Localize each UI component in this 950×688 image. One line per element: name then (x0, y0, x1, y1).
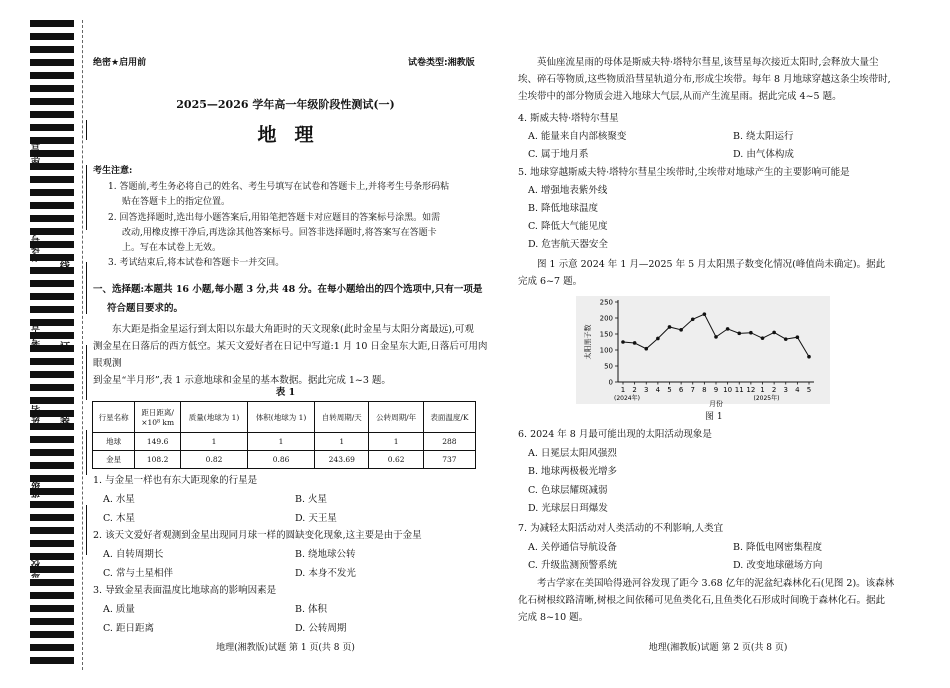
data-point (772, 331, 776, 335)
x-tick-label: 11 (734, 386, 744, 394)
option-c[interactable]: C. 色球层耀斑减弱 (528, 484, 608, 496)
question-stem: 5. 地球穿越斯威夫特·塔特尔彗星尘埃带时,尘埃带对地球产生的主要影响可能是 (518, 167, 850, 178)
passage-4 (518, 575, 918, 626)
option-b[interactable]: B. 绕太阳运行 (733, 131, 794, 142)
year-label-2025: (2025年) (753, 395, 780, 402)
question-5 (518, 164, 918, 254)
y-tick-label: 150 (599, 330, 613, 339)
question-stem: 3. 导致金星表面温度比地球高的影响因素是 (93, 585, 277, 596)
data-point (749, 331, 753, 335)
y-tick-label: 200 (599, 314, 613, 323)
option-b[interactable]: B. 火星 (295, 494, 328, 505)
option-a[interactable]: A. 水星 (103, 494, 135, 505)
passage-line: 英仙座流星雨的母体是斯威夫特·塔特尔彗星,该彗星每次接近太阳时,会释放大量尘 (537, 57, 879, 68)
school-line (86, 505, 87, 555)
notes-list (108, 180, 488, 272)
option-b[interactable]: B. 降低地球温度 (528, 203, 599, 214)
data-point (726, 327, 730, 331)
option-b[interactable]: B. 降低电网密集程度 (733, 541, 823, 553)
data-point (737, 332, 741, 336)
data-point (633, 341, 637, 345)
data-point (714, 335, 718, 339)
passage-line: 完成 8~10 题。 (518, 612, 589, 623)
table-header: 表面温度/K (423, 402, 475, 433)
option-c[interactable]: C. 木星 (103, 513, 135, 524)
option-c[interactable]: C. 属于地月系 (528, 149, 589, 160)
notes-heading: 考生注意: (93, 166, 133, 176)
option-d[interactable]: D. 本身不发光 (295, 568, 356, 579)
option-b[interactable]: B. 地球两极极光增多 (528, 466, 618, 477)
option-c[interactable]: C. 距日距离 (103, 623, 154, 634)
question-stem: 1. 与金星一样也有东大距现象的行星是 (93, 475, 258, 486)
option-d[interactable]: D. 天王星 (295, 513, 337, 524)
passage-line: 尘埃带中的部分物质会进入地球大气层,从而产生流星雨。据此完成 4~5 题。 (518, 91, 842, 102)
x-tick-label: 8 (702, 386, 707, 394)
data-point (644, 347, 648, 351)
x-axis-label: 月份 (709, 400, 723, 408)
binding-mark-order: 订 (60, 342, 70, 353)
option-c[interactable]: C. 降低大气能见度 (528, 221, 608, 232)
question-7 (518, 520, 918, 576)
x-tick-label: 3 (783, 386, 788, 394)
question-4 (518, 110, 918, 164)
binding-dashed-line (82, 20, 83, 670)
data-point (621, 340, 625, 344)
table-header: 体积(地球为 1) (248, 402, 315, 433)
question-stem: 4. 斯威夫特·塔特尔彗星 (518, 113, 619, 124)
confidential-mark: 绝密★启用前 (93, 58, 147, 68)
exam-title: 2025—2026 学年高一年级阶段性测试(一) (176, 98, 395, 111)
data-point (691, 317, 695, 321)
seat-number-line (86, 120, 87, 140)
option-a[interactable]: A. 日冕层太阳风强烈 (528, 447, 617, 459)
passage-line: 考古学家在美国哈得逊河谷发现了距今 3.68 亿年的泥盆纪森林化石(见图 2)。该森林 (537, 578, 895, 589)
option-c[interactable]: C. 常与土星相伴 (103, 568, 173, 579)
section-heading: 一、选择题:本题共 16 小题,每小题 3 分,共 48 分。在每小题给出的四个选项中,只有一项是 (93, 284, 483, 295)
table-row: 金星 108.2 0.82 0.86 243.69 0.62 737 (93, 451, 476, 469)
x-tick-label: 5 (806, 386, 812, 394)
option-b[interactable]: B. 绕地球公转 (295, 549, 356, 560)
passage-line: 埃、碎石等物质,这些物质沿彗星轨道分布,形成尘埃带。每年 8 月地球穿越这条尘埃带时, (518, 74, 891, 85)
option-a[interactable]: A. 自转周期长 (103, 549, 164, 560)
binding-mark-bind: 装 (60, 415, 70, 426)
sunspot-chart (576, 296, 830, 408)
note-line: 1. 答题前,考生务必将自己的姓名、考生号填写在试卷和答题卡上,并将考生号条形码粘 (108, 182, 450, 192)
x-tick-label: 2 (771, 386, 777, 394)
passage-line: 化石树根纹路清晰,树根之间依稀可见鱼类化石,且鱼类化石形成时间晚于森林化石。据此 (518, 595, 886, 606)
passage-1 (93, 321, 493, 389)
page-footer-1: 地理(湘教版)试题 第 1 页(共 8 页) (216, 643, 355, 653)
x-tick-label: 4 (795, 386, 800, 394)
x-tick-label: 3 (644, 386, 649, 394)
chart-caption: 图 1 (705, 412, 723, 422)
x-tick-label: 4 (655, 386, 661, 394)
x-tick-label: 5 (667, 386, 672, 394)
passage-line: 完成 6~7 题。 (518, 276, 583, 287)
passage-line: 到金星“半月形”,表 1 示意地球和金星的基本数据。据此完成 1~3 题。 (93, 375, 391, 386)
data-point (796, 335, 800, 339)
x-tick-label: 7 (690, 386, 695, 394)
option-d[interactable]: D. 光球层日珥爆发 (528, 503, 608, 514)
planet-data-table (92, 401, 476, 469)
y-axis-label: 太阳黑子数 (584, 324, 592, 360)
name-label: 姓名 (32, 405, 42, 423)
y-tick-label: 0 (608, 378, 613, 387)
note-line: 2. 回答选择题时,选出每小题答案后,用铅笔把答题卡对应题目的答案标号涂黑。如需 (108, 212, 441, 223)
x-tick-label: 9 (713, 386, 719, 394)
table-header: 公转周期/年 (369, 402, 423, 433)
option-a[interactable]: A. 关停通信导航设备 (528, 541, 617, 553)
page-footer-2: 地理(湘教版)试题 第 2 页(共 8 页) (648, 643, 788, 653)
passage-2 (518, 54, 918, 105)
option-d[interactable]: D. 改变地球磁场方向 (733, 560, 823, 571)
section-heading-cont: 符合题目要求的。 (107, 303, 184, 314)
table-header: 质量(地球为 1) (181, 402, 248, 433)
option-a[interactable]: A. 增强地表紫外线 (528, 185, 608, 196)
table-row: 地球 149.6 1 1 1 1 288 (93, 433, 476, 451)
x-tick-label: 1 (760, 386, 765, 394)
passage-line: 图 1 示意 2024 年 1 月—2025 年 5 月太阳黑子数变化情况(峰值尚未确定)。据此 (537, 259, 886, 270)
candidate-number-label: 考生号 (32, 320, 42, 347)
school-label: 学校 (32, 560, 42, 578)
y-tick-label: 50 (604, 362, 613, 371)
data-point (679, 328, 683, 332)
seat-number-label: 座位号 (32, 140, 42, 167)
paper-type: 试卷类型:湘教版 (408, 58, 475, 68)
data-point (656, 337, 660, 341)
y-tick-label: 100 (599, 346, 613, 355)
x-tick-label: 10 (723, 386, 733, 394)
x-tick-label: 2 (632, 386, 637, 394)
option-d[interactable]: D. 公转周期 (295, 623, 347, 634)
x-tick-label: 1 (620, 386, 626, 394)
candidate-number-line (86, 262, 87, 314)
question-3 (93, 581, 493, 638)
class-label: 班级 (32, 480, 42, 498)
option-b[interactable]: B. 体积 (295, 604, 328, 615)
x-tick-label: 12 (746, 386, 756, 394)
question-6 (518, 426, 918, 519)
question-stem: 7. 为减轻太阳活动对人类活动的不利影响,人类宜 (518, 523, 724, 534)
option-a[interactable]: A. 质量 (103, 604, 135, 615)
option-a[interactable]: A. 能量来自内部核聚变 (528, 131, 627, 142)
table-header: 自转周期/天 (315, 402, 369, 433)
data-point (668, 325, 672, 329)
y-tick-label: 250 (599, 298, 613, 307)
table-header: 距日距离/ ×10⁸ km (135, 402, 181, 433)
question-stem: 6. 2024 年 8 月最可能出现的太阳活动现象是 (518, 429, 712, 440)
note-line: 改动,用橡皮擦干净后,再选涂其他答案标号。回答非选择题时,将答案写在答题卡 (122, 227, 437, 238)
note-line: 上。写在本试卷上无效。 (122, 243, 222, 254)
note-line: 3. 考试结束后,将本试卷和答题卡一并交回。 (108, 258, 285, 269)
subject-title: 地理 (257, 124, 332, 146)
name-line (86, 345, 87, 400)
table-header: 行星名称 (93, 402, 135, 433)
data-point (807, 355, 811, 359)
option-d[interactable]: D. 由气体构成 (733, 149, 794, 160)
option-d[interactable]: D. 危害航天器安全 (528, 239, 608, 250)
class-line (86, 430, 87, 475)
question-2 (93, 526, 493, 583)
note-line: 贴在答题卡上的指定位置。 (122, 197, 231, 208)
x-tick-label: 6 (678, 386, 684, 394)
passage-3 (518, 256, 918, 290)
exam-room-label: 考场号 (32, 235, 42, 262)
option-c[interactable]: C. 升级监测预警系统 (528, 560, 617, 571)
table-caption: 表 1 (275, 387, 296, 398)
data-point (703, 312, 707, 316)
question-stem: 2. 该天文爱好者观测到金星出现同月球一样的圆缺变化现象,这主要是由于金星 (93, 530, 422, 541)
data-point (761, 336, 765, 340)
exam-room-line (86, 165, 87, 230)
passage-line: 东大距是指金星运行到太阳以东最大角距时的天文现象(此时金星与太阳分离最远),可观 (112, 324, 474, 335)
question-1 (93, 471, 493, 528)
year-label-2024: (2024年) (614, 395, 640, 402)
data-point (784, 337, 788, 341)
binding-mark-line: 线 (60, 261, 70, 272)
passage-line: 测金星在日落后的西方低空。某天文爱好者在日记中写道:1 月 10 日金星东大距,日落后可用肉眼观测 (93, 341, 488, 369)
